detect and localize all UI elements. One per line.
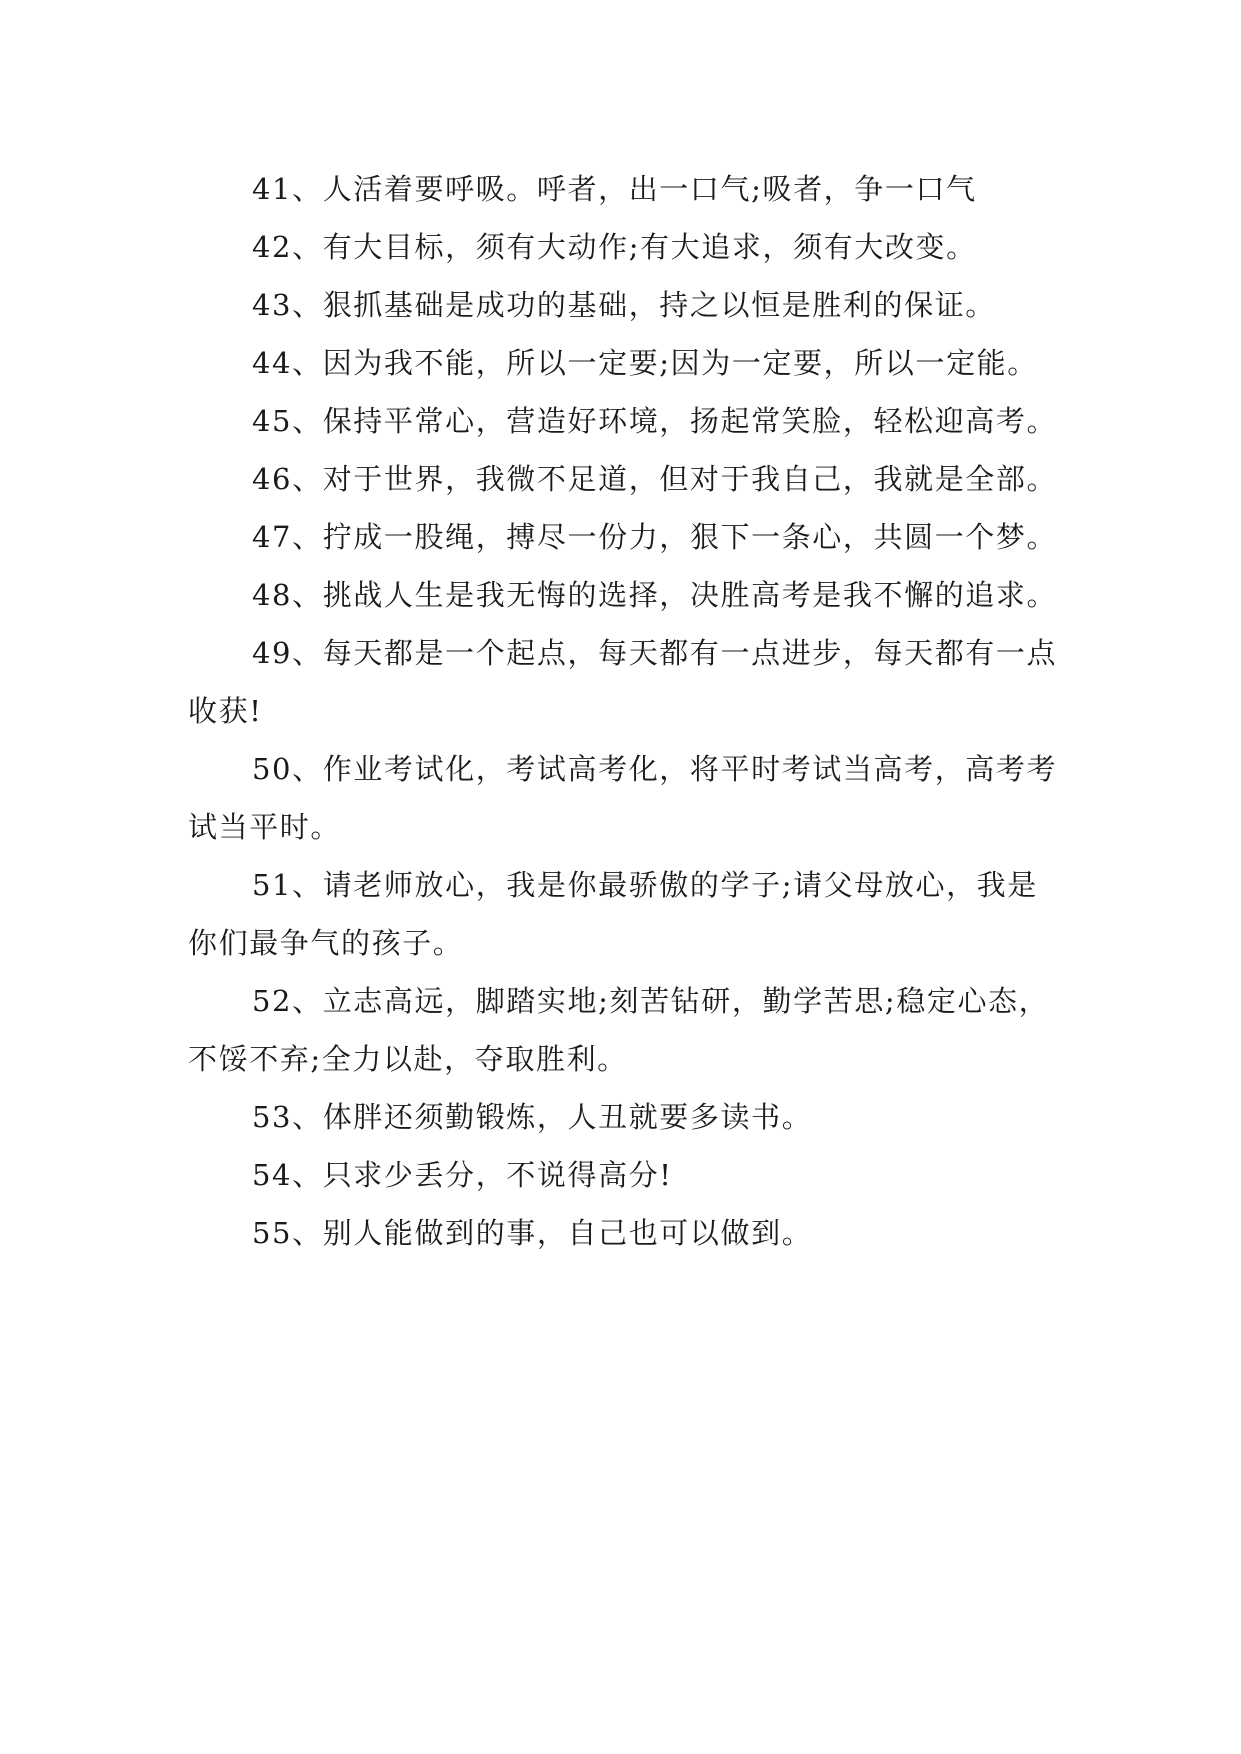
paragraph-47: 47、拧成一股绳，搏尽一份力，狠下一条心，共圆一个梦。: [252, 520, 1058, 554]
paragraph-49: 49、每天都是一个起点，每天都有一点进步，每天都有一点收获!: [188, 636, 1058, 728]
paragraph-46: 46、对于世界，我微不足道，但对于我自己，我就是全部。: [252, 462, 1058, 496]
paragraph-50: 50、作业考试化，考试高考化，将平时考试当高考，高考考试当平时。: [188, 752, 1058, 844]
paragraph-55: 55、别人能做到的事，自己也可以做到。: [252, 1216, 813, 1250]
paragraph-42: 42、有大目标，须有大动作;有大追求，须有大改变。: [252, 230, 977, 264]
paragraph-48: 48、挑战人生是我无悔的选择，决胜高考是我不懈的追求。: [252, 578, 1058, 612]
paragraph-52: 52、立志高远，脚踏实地;刻苦钻研，勤学苦思;稳定心态，不馁不弃;全力以赴，夺取胜利。: [188, 984, 1050, 1076]
paragraph-44: 44、因为我不能，所以一定要;因为一定要，所以一定能。: [252, 346, 1038, 380]
paragraph-53: 53、体胖还须勤锻炼，人丑就要多读书。: [252, 1100, 813, 1134]
paragraph-43: 43、狠抓基础是成功的基础，持之以恒是胜利的保证。: [252, 288, 996, 322]
document-body: [188, 160, 1068, 1262]
paragraph-45: 45、保持平常心，营造好环境，扬起常笑脸，轻松迎高考。: [252, 404, 1058, 438]
paragraph-54: 54、只求少丢分，不说得高分!: [252, 1158, 673, 1192]
paragraph-51: 51、请老师放心，我是你最骄傲的学子;请父母放心，我是你们最争气的孩子。: [188, 868, 1038, 960]
paragraph-41: 41、人活着要呼吸。呼者，出一口气;吸者，争一口气: [252, 172, 977, 206]
